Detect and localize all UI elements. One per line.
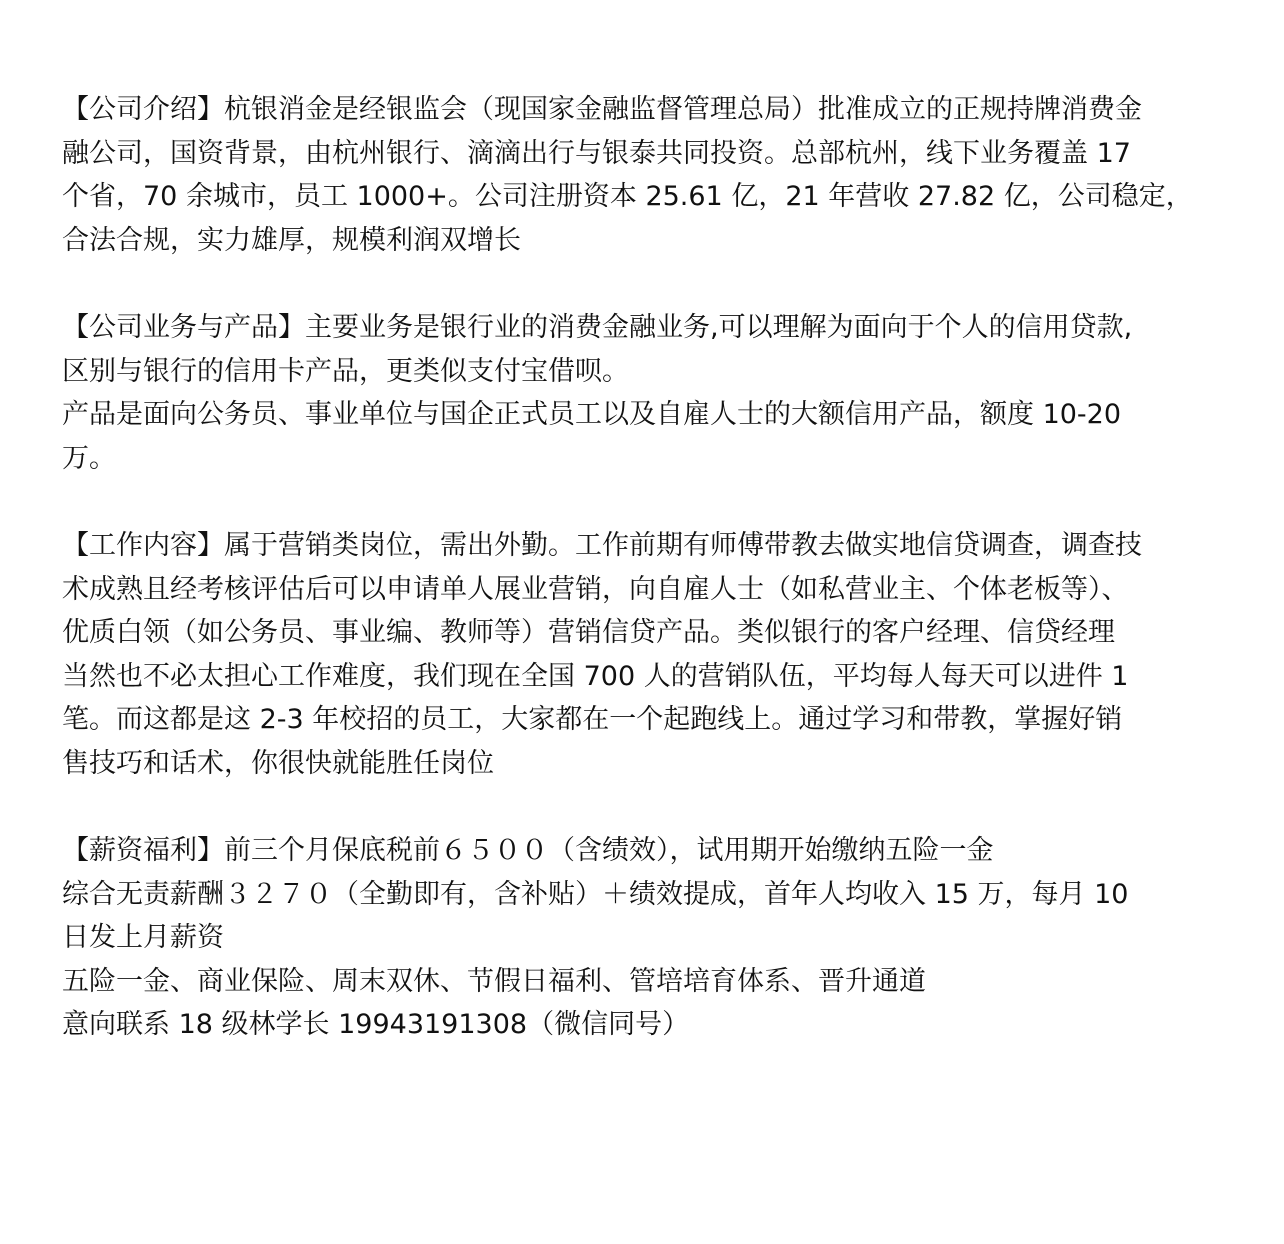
work-content-paragraph (62, 524, 1222, 786)
paragraph-spacer (62, 786, 1222, 830)
text-line: 优质白领（如公务员、事业编、教师等）营销信贷产品。类似银行的客户经理、信贷经理 (62, 617, 1115, 649)
text-line: 万。 (62, 442, 116, 474)
text-line: 区别与银行的信用卡产品，更类似支付宝借呗。 (62, 355, 629, 387)
text-line: 术成熟且经考核评估后可以申请单人展业营销，向自雇人士（如私营业主、个体老板等）、 (62, 573, 1129, 605)
salary-benefits-paragraph (62, 829, 1222, 1047)
text-line: 日发上月薪资 (62, 922, 224, 954)
text-line: 综合无责薪酬３２７０（全勤即有，含补贴）＋绩效提成，首年人均收入 15 万，每月 10 (62, 878, 1129, 910)
text-line: 【薪资福利】前三个月保底税前６５００（含绩效），试用期开始缴纳五险一金 (62, 835, 994, 867)
company-intro-paragraph (62, 88, 1222, 262)
business-products-paragraph (62, 306, 1222, 480)
text-line: 售技巧和话术，你很快就能胜任岗位 (62, 747, 494, 779)
text-line: 笔。而这都是这 2-3 年校招的员工，大家都在一个起跑线上。通过学习和带教，掌握好销 (62, 704, 1123, 736)
text-line: 融公司，国资背景，由杭州银行、滴滴出行与银泰共同投资。总部杭州，线下业务覆盖 17 (62, 137, 1131, 169)
text-line: 产品是面向公务员、事业单位与国企正式员工以及自雇人士的大额信用产品，额度 10-20 (62, 399, 1122, 431)
text-line: 合法合规，实力雄厚，规模利润双增长 (62, 224, 521, 256)
text-line: 当然也不必太担心工作难度，我们现在全国 700 人的营销队伍，平均每人每天可以进件 1 (62, 660, 1129, 692)
text-line: 【公司业务与产品】主要业务是银行业的消费金融业务,可以理解为面向于个人的信用贷款, (62, 311, 1133, 343)
contact-line: 意向联系 18 级林学长 19943191308（微信同号） (62, 1009, 690, 1041)
text-line: 五险一金、商业保险、周末双休、节假日福利、管培培育体系、晋升通道 (62, 965, 926, 997)
paragraph-spacer (62, 262, 1222, 306)
job-posting-document (62, 88, 1222, 1047)
text-line: 【工作内容】属于营销类岗位，需出外勤。工作前期有师傅带教去做实地信贷调查，调查技 (62, 529, 1142, 561)
text-line: 个省，70 余城市，员工 1000+。公司注册资本 25.61 亿，21 年营收 27.82 亿，公司稳定， (62, 181, 1193, 213)
paragraph-spacer (62, 480, 1222, 524)
text-line: 【公司介绍】杭银消金是经银监会（现国家金融监督管理总局）批准成立的正规持牌消费金 (62, 94, 1142, 125)
